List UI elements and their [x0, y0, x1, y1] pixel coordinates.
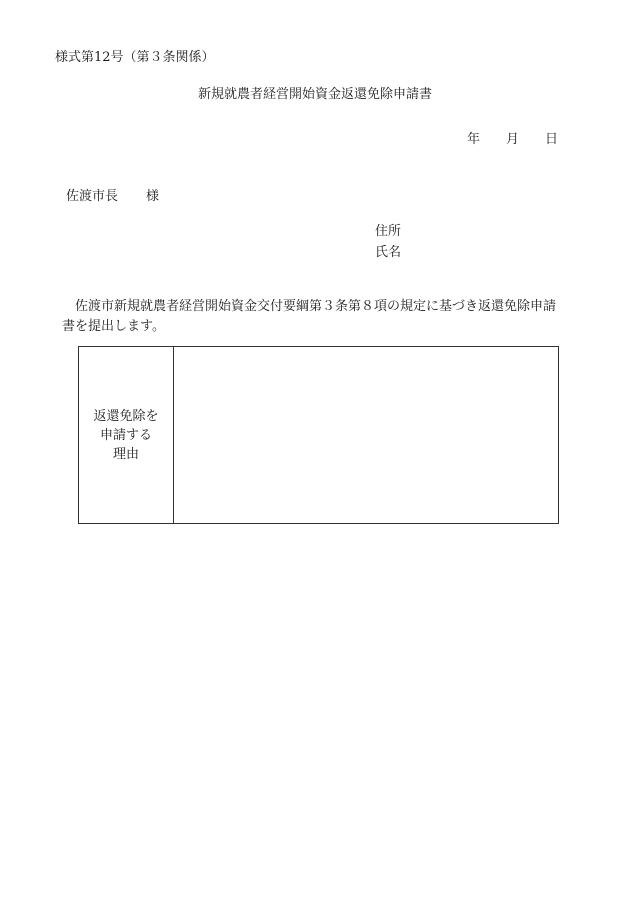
reason-label-line-2: 申請する — [99, 427, 152, 443]
addressee-name: 佐渡市長 — [66, 189, 119, 204]
date-line — [467, 131, 558, 149]
reason-label-line-3: 理由 — [112, 446, 139, 462]
date-day-label: 日 — [544, 132, 558, 147]
body-paragraph: 佐渡市新規就農者経営開始資金交付要綱第３条第８項の規定に基づき返還免除申請書を提出します。 — [62, 299, 557, 334]
form-number: 様式第12号（第３条関係） — [55, 50, 215, 65]
addressee — [66, 188, 159, 206]
document-title: 新規就農者経営開始資金返還免除申請書 — [197, 87, 432, 102]
reason-label-cell — [79, 347, 174, 523]
date-month-label: 月 — [505, 132, 519, 147]
applicant-name-label: 氏名 — [375, 245, 402, 260]
reason-label-line-1: 返還免除を — [93, 408, 159, 424]
date-year-label: 年 — [466, 132, 480, 147]
addressee-honorific: 様 — [146, 189, 160, 204]
reason-table — [78, 346, 559, 524]
reason-input-area[interactable] — [174, 347, 558, 523]
applicant-address-label: 住所 — [375, 224, 402, 239]
